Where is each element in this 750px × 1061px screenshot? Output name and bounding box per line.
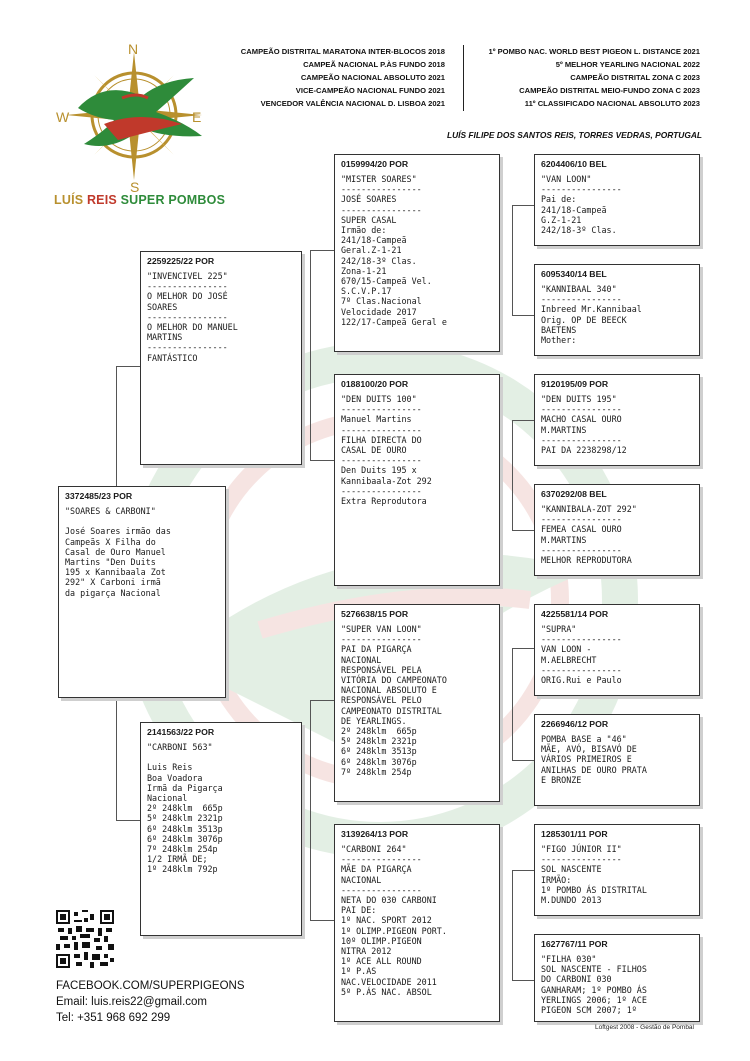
connector (512, 530, 534, 531)
ring-number: 9120195/09 POR (541, 379, 609, 389)
compass-w: W (56, 109, 70, 125)
qr-code[interactable] (56, 910, 114, 968)
achievements-right: 1º POMBO NAC. WORLD BEST PIGEON L. DISTANCE 2021 5º MELHOR YEARLING NACIONAL 2022 CAMPEÃO DISTRITAL ZONA C 2023 CAMPEÃO DISTRITAL MEIO-FUNDO ZONA C 2023 11º CLASSIFICADO NACIONAL ABSOLUTO 2023 (488, 47, 700, 108)
pigeon-info: "FIGO JÚNIOR II" ---------------- SOL NASCENTE IRMÃO: 1º POMBO ÁS DISTRITAL M.DUNDO 2013 (541, 844, 647, 906)
ring-number: 2259225/22 POR (147, 256, 215, 266)
ring-number: 2141563/22 POR (147, 727, 215, 737)
ring-number: 1285301/11 POR (541, 829, 608, 839)
pigeon-info: POMBA BASE a "46" MÃE, AVÓ, BISAVÓ DE VÁRIOS PRIMEIROS E ANILHAS DE OURO PRATA E BRONZE (541, 734, 647, 785)
compass-n: N (128, 41, 139, 57)
phone-text: Tel: +351 968 692 299 (56, 1012, 171, 1024)
compass-s: S (130, 179, 140, 195)
connector (310, 250, 311, 460)
pigeon-info: "MISTER SOARES" ---------------- JOSÉ SOARES ---------------- SUPER CASAL Irmão de: 241/18-Campeã Geral.Z-1-21 242/18-3º Clas. Zona-1-21 670/15-Campeã Vel. S.C.V.P.17 7º Clas.Nacional Velocidade 2017 122/17-Campeã Geral e (341, 174, 447, 327)
pedigree-ggp-4 (534, 484, 700, 576)
pedigree-dam-dam (334, 824, 500, 1022)
connector (512, 205, 513, 315)
connector (116, 366, 117, 486)
ring-number: 0159994/20 POR (341, 159, 409, 169)
pedigree-dam (140, 722, 302, 936)
pedigree-ggp-6 (534, 714, 700, 806)
pedigree-ggp-1 (534, 154, 700, 246)
software-credit: Loftgest 2008 - Gestão de Pombal (594, 1024, 694, 1031)
pigeon-info: "SOARES & CARBONI" José Soares irmão das Campeãs X Filha do Casal de Ouro Manuel Martins "Den Duits 195 x Kannibaala Zot 292" X Carboni irmã da pigarça Nacional (65, 506, 171, 598)
pigeon-info: "INVENCIVEL 225" ---------------- O MELHOR DO JOSÉ SOARES ---------------- O MELHOR DO MANUEL MARTINS ---------------- FANTÁSTICO (147, 271, 238, 363)
pedigree-sire-sire (334, 154, 500, 352)
ring-number: 2266946/12 POR (541, 719, 609, 729)
connector (512, 315, 534, 316)
compass-bird-logo (44, 40, 224, 210)
achievements-left: CAMPEÃO DISTRITAL MARATONA INTER-BLOCOS 2018 CAMPEÃ NACIONAL P.ÀS FUNDO 2018 CAMPEÃO NACIONAL ABSOLUTO 2021 VICE-CAMPEÃO NACIONAL FUNDO 2021 VENCEDOR VALÊNCIA NACIONAL D. LISBOA 2021 (240, 47, 445, 108)
ring-number: 6204406/10 BEL (541, 159, 607, 169)
connector (512, 648, 513, 760)
connector (310, 700, 311, 920)
pigeon-info: "SUPRA" ---------------- VAN LOON - M.AELBRECHT ---------------- ORIG.Rui e Paulo (541, 624, 622, 686)
ring-number: 6370292/08 BEL (541, 489, 607, 499)
pedigree-dam-sire (334, 604, 500, 802)
brand-name: LUÍS REIS SUPER POMBOS (54, 193, 226, 207)
connector (116, 700, 117, 820)
connector (512, 870, 534, 871)
pigeon-info: "KANNIBALA-ZOT 292" ---------------- FEMEA CASAL OURO M.MARTINS ---------------- MELHOR REPRODUTORA (541, 504, 637, 566)
pigeon-info: "CARBONI 264" ---------------- MÃE DA PIGARÇA NACIONAL ---------------- NETA DO 030 CARBONI PAI DE: 1º NAC. SPORT 2012 1º OLIMP.PIGEON PORT. 10º OLIMP.PIGEON NITRA 2012 1º ACE ALL ROUND 1º P.AS NAC.VELOCIDADE 2011 5º P.ÁS NAC. ABSOL (341, 844, 447, 997)
owner-line: LUÍS FILIPE DOS SANTOS REIS, TORRES VEDRAS, PORTUGAL (446, 130, 702, 140)
connector (310, 250, 334, 251)
pigeon-info: "DEN DUITS 100" ---------------- Manuel Martins ---------------- FILHA DIRECTA DO CASAL DE OURO ---------------- Den Duits 195 x Kannibaala-Zot 292 ---------------- Extra Reprodutora (341, 394, 432, 507)
ring-number: 6095340/14 BEL (541, 269, 607, 279)
connector (512, 420, 534, 421)
ring-number: 5276638/15 POR (341, 609, 409, 619)
pedigree-subject (58, 486, 226, 698)
pigeon-info: "VAN LOON" ---------------- Pai de: 241/18-Campeã G.Z-1-21 242/18-3º Clas. (541, 174, 622, 236)
connector (512, 980, 534, 981)
pedigree-sire (140, 251, 302, 465)
connector (512, 870, 513, 980)
connector (116, 366, 140, 367)
connector (512, 760, 534, 761)
pigeon-info: "SUPER VAN LOON" ---------------- PAI DA PIGARÇA NACIONAL RESPONSÁVEL PELA VITÓRIA DO CAMPEONATO NACIONAL ABSOLUTO E RESPONSÁVEL PELO CAMPEONATO DISTRITAL DE YEARLINGS. 2º 248klm 665p 5º 248klm 2321p 6º 248klm 3513p 6º 248klm 3076p 7º 248klm 254p (341, 624, 447, 777)
pigeon-info: "CARBONI 563" Luis Reis Boa Voadora Irmã da Pigarça Nacional 2º 248klm 665p 5º 248klm 2321p 6º 248klm 3513p 6º 248klm 3076p 7º 248klm 254p 1/2 IRMÃ DE; 1º 248klm 792p (147, 742, 223, 875)
ring-number: 3372485/23 POR (65, 491, 133, 501)
compass-e: E (192, 109, 202, 125)
ring-number: 1627767/11 POR (541, 939, 608, 949)
ring-number: 3139264/13 POR (341, 829, 409, 839)
facebook-link[interactable]: FACEBOOK.COM/SUPERPIGEONS (56, 980, 245, 992)
ring-number: 4225581/14 POR (541, 609, 609, 619)
pedigree-sire-dam (334, 374, 500, 586)
pigeon-info: "KANNIBAAL 340" ---------------- Inbreed Mr.Kannibaal Orig. OP DE BEECK BAETENS Mother: (541, 284, 642, 346)
connector (116, 820, 140, 821)
pigeon-info: "FILHA 030" SOL NASCENTE - FILHOS DO CARBONI 030 GANHARAM; 1º POMBO ÁS YERLINGS 2006; 1º ACE PIGEON SCM 2007; 1º (541, 954, 647, 1016)
pigeon-info: "DEN DUITS 195" ---------------- MACHO CASAL OURO M.MARTINS ---------------- PAI DA 2238298/12 (541, 394, 627, 456)
connector (310, 700, 334, 701)
ring-number: 0188100/20 POR (341, 379, 409, 389)
connector (512, 420, 513, 530)
pedigree-ggp-2 (534, 264, 700, 356)
pedigree-ggp-8 (534, 934, 700, 1022)
pedigree-ggp-7 (534, 824, 700, 916)
connector (310, 920, 334, 921)
pedigree-ggp-5 (534, 604, 700, 696)
pedigree-ggp-3 (534, 374, 700, 466)
connector (310, 460, 334, 461)
connector (512, 648, 534, 649)
connector (512, 205, 534, 206)
email-text[interactable]: Email: luis.reis22@gmail.com (56, 996, 207, 1008)
header-divider (463, 45, 464, 111)
